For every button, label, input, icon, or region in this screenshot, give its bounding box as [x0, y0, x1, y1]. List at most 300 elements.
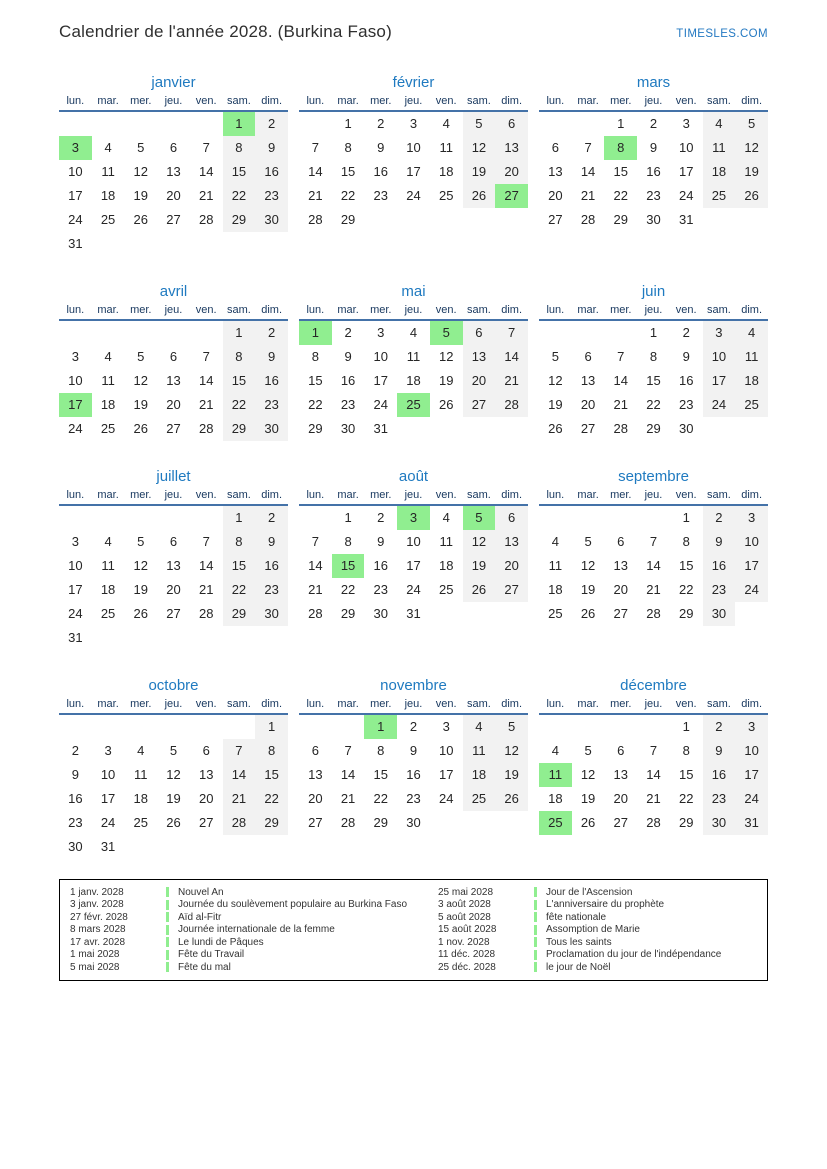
day-cell: 16: [255, 160, 288, 184]
day-cell: 20: [198, 791, 214, 806]
day-cell: 27: [495, 184, 528, 208]
legend-row: [438, 899, 767, 912]
weekday-label: mar.: [97, 304, 119, 316]
day-cell: 14: [198, 373, 214, 388]
day-cell: 4: [104, 349, 112, 364]
day-cell: 27: [166, 421, 181, 436]
day-cell: 24: [406, 188, 421, 203]
day-cell: 12: [133, 164, 149, 179]
day-cell: 27: [166, 212, 181, 227]
day-cell: 31: [68, 236, 83, 251]
day-cell: 8: [682, 743, 690, 758]
day-cell: 9: [703, 530, 736, 554]
legend-date: 15 août 2028: [438, 924, 497, 936]
month-title: février: [392, 74, 435, 91]
day-cell: 22: [373, 791, 389, 806]
day-cell: 24: [735, 787, 768, 811]
day-cell: 26: [133, 421, 149, 436]
day-cell: 21: [308, 188, 323, 203]
day-cell: 27: [495, 578, 528, 602]
legend-label: le jour de Noël: [546, 961, 611, 973]
day-cell: 12: [735, 136, 768, 160]
holiday-marker-icon: [166, 912, 169, 922]
day-cell: 27: [166, 606, 181, 621]
legend-row: [438, 924, 767, 937]
day-cell: 3: [377, 325, 385, 340]
day-cell: 29: [373, 815, 389, 830]
day-cell: 23: [255, 393, 288, 417]
day-cell-empty: [157, 321, 190, 345]
day-cell: 18: [100, 188, 116, 203]
weekday-label: mer.: [610, 304, 632, 316]
day-cell: 15: [678, 558, 694, 573]
day-cell: 26: [580, 815, 596, 830]
day-cell: 28: [646, 815, 661, 830]
day-cell: 20: [495, 160, 528, 184]
month-days: [299, 112, 528, 232]
weekday-label: dim.: [261, 304, 283, 316]
day-cell: 27: [308, 815, 323, 830]
legend-row: [438, 936, 767, 949]
legend-label: L'anniversaire du prophète: [546, 899, 665, 911]
weekday-label: dim.: [501, 95, 523, 107]
weekday-label: sam.: [227, 304, 251, 316]
day-cell: 2: [255, 321, 288, 345]
day-cell: 19: [495, 763, 528, 787]
weekday-label: jeu.: [404, 489, 423, 501]
weekday-label: ven.: [195, 95, 217, 107]
weekday-label: lun.: [306, 489, 325, 501]
day-cell: 21: [198, 397, 214, 412]
day-cell: 4: [463, 715, 496, 739]
day-cell: 24: [68, 421, 83, 436]
holiday-marker-icon: [166, 937, 169, 947]
day-cell-empty: [572, 715, 605, 739]
weekday-label: ven.: [435, 489, 457, 501]
month-mars: [539, 73, 768, 232]
day-cell: 7: [202, 140, 210, 155]
day-cell: 11: [134, 767, 148, 782]
weekday-label: lun.: [546, 304, 565, 316]
day-cell: 19: [166, 791, 181, 806]
day-cell: 30: [255, 417, 288, 441]
day-cell: 19: [463, 554, 496, 578]
weekday-label: sam.: [467, 304, 491, 316]
day-cell: 5: [137, 534, 145, 549]
day-cell-empty: [299, 715, 332, 739]
day-cell: 13: [548, 164, 563, 179]
day-cell: 18: [735, 369, 768, 393]
day-cell-empty: [92, 112, 125, 136]
weekday-label: jeu.: [644, 489, 663, 501]
weekday-label: dim.: [501, 304, 523, 316]
day-cell: 10: [703, 345, 736, 369]
day-cell: 20: [495, 554, 528, 578]
day-cell-empty: [332, 715, 365, 739]
day-cell: 5: [137, 349, 145, 364]
weekday-label: jeu.: [644, 304, 663, 316]
day-cell: 29: [223, 602, 256, 626]
day-cell: 22: [223, 578, 256, 602]
day-cell: 18: [703, 160, 736, 184]
day-cell: 16: [678, 373, 694, 388]
day-cell-empty: [539, 506, 572, 530]
day-cell: 29: [678, 606, 694, 621]
weekday-label: dim.: [501, 698, 523, 710]
day-cell: 13: [495, 530, 528, 554]
day-cell: 30: [255, 602, 288, 626]
weekday-label: sam.: [227, 698, 251, 710]
legend-label: Assomption de Marie: [546, 924, 640, 936]
day-cell-empty: [124, 321, 157, 345]
weekday-label: sam.: [467, 489, 491, 501]
weekday-label: jeu.: [404, 698, 423, 710]
day-cell: 8: [344, 534, 352, 549]
day-cell: 3: [59, 136, 92, 160]
day-cell-empty: [539, 715, 572, 739]
day-cell: 16: [255, 554, 288, 578]
day-cell: 27: [613, 606, 629, 621]
day-cell: 12: [495, 739, 528, 763]
weekday-label: mar.: [337, 304, 359, 316]
legend-date: 5 août 2028: [438, 911, 491, 923]
day-cell: 5: [584, 743, 592, 758]
day-cell: 15: [340, 164, 356, 179]
weekday-label: lun.: [546, 95, 565, 107]
day-cell: 31: [406, 606, 421, 621]
day-cell: 5: [463, 506, 496, 530]
day-cell: 18: [548, 582, 563, 597]
day-cell: 23: [373, 582, 389, 597]
day-cell: 24: [100, 815, 116, 830]
month-title: avril: [159, 283, 188, 300]
weekday-header: [299, 698, 528, 715]
day-cell: 29: [613, 212, 629, 227]
day-cell: 26: [463, 184, 496, 208]
day-cell: 26: [735, 184, 768, 208]
day-cell: 9: [255, 345, 288, 369]
day-cell: 2: [71, 743, 79, 758]
weekday-label: lun.: [546, 489, 565, 501]
day-cell: 2: [703, 715, 736, 739]
legend-row: [438, 949, 767, 962]
day-cell: 15: [223, 369, 256, 393]
holiday-marker-icon: [166, 887, 169, 897]
day-cell: 22: [340, 582, 356, 597]
day-cell: 5: [169, 743, 178, 758]
day-cell: 16: [703, 763, 736, 787]
day-cell: 24: [406, 582, 421, 597]
day-cell: 7: [202, 534, 210, 549]
legend-date: 25 déc. 2028: [438, 961, 496, 973]
holiday-marker-icon: [534, 950, 537, 960]
day-cell: 11: [463, 739, 496, 763]
day-cell: 15: [308, 373, 323, 388]
day-cell: 23: [255, 578, 288, 602]
day-cell: 20: [308, 791, 323, 806]
day-cell: 24: [373, 397, 389, 412]
holiday-marker-icon: [534, 962, 537, 972]
day-cell: 9: [409, 743, 418, 758]
day-cell: 14: [613, 373, 629, 388]
day-cell-empty: [59, 506, 92, 530]
weekday-label: dim.: [741, 95, 763, 107]
day-cell: 14: [198, 164, 214, 179]
site-link[interactable]: TIMESLES.COM: [676, 28, 768, 40]
legend-row: [70, 911, 438, 924]
weekday-label: mer.: [370, 489, 392, 501]
day-cell: 13: [166, 164, 181, 179]
weekday-label: sam.: [227, 95, 251, 107]
day-cell: 10: [373, 349, 389, 364]
month-title: août: [398, 468, 429, 485]
legend-row: [438, 911, 767, 924]
day-cell: 19: [548, 397, 563, 412]
day-cell: 15: [373, 767, 389, 782]
day-cell: 20: [613, 582, 629, 597]
day-cell: 19: [580, 582, 596, 597]
legend-label: Journée internationale de la femme: [178, 924, 335, 936]
day-cell: 26: [166, 815, 181, 830]
day-cell: 28: [495, 393, 528, 417]
day-cell: 3: [682, 116, 690, 131]
day-cell: 4: [104, 140, 112, 155]
day-cell: 16: [703, 554, 736, 578]
day-cell: 15: [332, 554, 365, 578]
day-cell-empty: [92, 321, 125, 345]
day-cell: 15: [223, 160, 256, 184]
day-cell: 8: [255, 739, 288, 763]
day-cell: 15: [678, 767, 694, 782]
day-cell: 9: [344, 349, 352, 364]
day-cell: 12: [580, 558, 596, 573]
weekday-label: ven.: [195, 304, 217, 316]
day-cell: 16: [255, 369, 288, 393]
day-cell: 7: [311, 140, 319, 155]
day-cell: 22: [646, 397, 661, 412]
day-cell: 21: [308, 582, 323, 597]
day-cell: 28: [646, 606, 661, 621]
day-cell: 14: [308, 558, 323, 573]
day-cell: 28: [198, 606, 214, 621]
day-cell: 19: [463, 160, 496, 184]
month-mai: [299, 282, 528, 441]
day-cell: 13: [198, 767, 214, 782]
day-cell: 7: [311, 534, 319, 549]
day-cell: 19: [133, 188, 149, 203]
day-cell: 3: [397, 506, 430, 530]
month-title: octobre: [148, 677, 199, 694]
day-cell: 27: [463, 393, 496, 417]
holiday-marker-icon: [534, 925, 537, 935]
day-cell: 26: [548, 421, 563, 436]
month-days: [59, 506, 288, 650]
day-cell: 26: [133, 212, 149, 227]
day-cell-empty: [604, 715, 637, 739]
day-cell-empty: [637, 506, 670, 530]
weekday-label: mar.: [577, 95, 599, 107]
day-cell: 7: [649, 743, 658, 758]
day-cell: 11: [101, 558, 115, 573]
weekday-label: dim.: [261, 489, 283, 501]
day-cell-empty: [157, 715, 190, 739]
day-cell: 22: [223, 184, 256, 208]
day-cell: 21: [340, 791, 356, 806]
day-cell: 24: [735, 578, 768, 602]
day-cell: 4: [409, 325, 418, 340]
day-cell-empty: [539, 321, 572, 345]
day-cell: 6: [495, 506, 528, 530]
day-cell: 30: [255, 208, 288, 232]
day-cell: 28: [223, 811, 256, 835]
month-août: [299, 467, 528, 626]
weekday-label: lun.: [546, 698, 565, 710]
weekday-header: [299, 304, 528, 321]
day-cell: 22: [678, 791, 694, 806]
weekday-label: mer.: [130, 95, 152, 107]
day-cell: 11: [703, 136, 736, 160]
day-cell: 8: [223, 530, 256, 554]
day-cell: 9: [682, 349, 690, 364]
day-cell: 6: [169, 534, 178, 549]
day-cell: 10: [100, 767, 116, 782]
day-cell: 8: [682, 534, 690, 549]
day-cell: 26: [495, 787, 528, 811]
weekday-label: mer.: [610, 489, 632, 501]
day-cell: 18: [100, 397, 116, 412]
day-cell: 2: [344, 325, 352, 340]
day-cell: 1: [649, 325, 658, 340]
day-cell: 28: [340, 815, 356, 830]
day-cell: 29: [340, 606, 356, 621]
day-cell: 28: [613, 421, 629, 436]
day-cell: 19: [133, 582, 149, 597]
day-cell: 17: [100, 791, 116, 806]
day-cell: 7: [649, 534, 658, 549]
day-cell: 25: [100, 212, 116, 227]
legend-row: [70, 886, 438, 899]
weekday-header: [299, 95, 528, 112]
day-cell: 6: [311, 743, 319, 758]
day-cell: 21: [495, 369, 528, 393]
day-cell: 28: [580, 212, 596, 227]
day-cell: 26: [580, 606, 596, 621]
weekday-label: mar.: [97, 489, 119, 501]
day-cell-empty: [190, 506, 223, 530]
legend-date: 3 août 2028: [438, 899, 491, 911]
day-cell: 17: [703, 369, 736, 393]
weekday-header: [539, 489, 768, 506]
day-cell: 21: [646, 582, 661, 597]
legend-row: [70, 961, 438, 974]
day-cell: 30: [68, 839, 83, 854]
day-cell: 8: [604, 136, 637, 160]
weekday-label: mer.: [130, 304, 152, 316]
weekday-header: [59, 698, 288, 715]
day-cell: 28: [308, 212, 323, 227]
day-cell: 2: [409, 719, 418, 734]
day-cell: 5: [137, 140, 145, 155]
day-cell: 29: [223, 208, 256, 232]
day-cell: 4: [442, 116, 450, 131]
day-cell: 14: [198, 558, 214, 573]
legend-label: fête nationale: [546, 911, 607, 923]
day-cell: 13: [580, 373, 596, 388]
legend-label: Jour de l'Ascension: [546, 886, 633, 898]
weekday-label: lun.: [66, 489, 85, 501]
legend-col-left: [70, 886, 438, 974]
weekday-label: mer.: [130, 698, 152, 710]
day-cell: 13: [166, 373, 181, 388]
day-cell: 1: [682, 510, 690, 525]
day-cell: 13: [613, 558, 629, 573]
holiday-marker-icon: [534, 937, 537, 947]
day-cell-empty: [124, 715, 157, 739]
day-cell: 20: [166, 582, 181, 597]
day-cell: 30: [646, 212, 661, 227]
day-cell-empty: [124, 112, 157, 136]
month-days: [299, 321, 528, 441]
legend-label: Le lundi de Pâques: [178, 936, 264, 948]
day-cell: 12: [166, 767, 181, 782]
day-cell: 11: [539, 763, 572, 787]
day-cell-empty: [190, 112, 223, 136]
weekday-label: dim.: [261, 698, 283, 710]
day-cell: 3: [409, 116, 418, 131]
day-cell: 5: [463, 112, 496, 136]
month-days: [59, 112, 288, 256]
day-cell: 6: [169, 140, 178, 155]
day-cell: 6: [551, 140, 559, 155]
day-cell-empty: [572, 506, 605, 530]
day-cell: 11: [406, 349, 421, 364]
month-novembre: [299, 676, 528, 835]
day-cell: 10: [68, 373, 83, 388]
day-cell-empty: [604, 321, 637, 345]
month-title: mars: [636, 74, 671, 91]
month-title: décembre: [620, 677, 687, 694]
day-cell: 17: [735, 763, 768, 787]
weekday-label: mar.: [97, 95, 119, 107]
day-cell: 7: [223, 739, 256, 763]
day-cell-empty: [59, 715, 92, 739]
day-cell: 6: [617, 534, 625, 549]
day-cell: 15: [255, 763, 288, 787]
day-cell-empty: [59, 321, 92, 345]
weekday-label: mer.: [610, 698, 632, 710]
legend-row: [438, 961, 767, 974]
weekday-label: lun.: [306, 95, 325, 107]
day-cell: 27: [198, 815, 214, 830]
day-cell: 18: [133, 791, 149, 806]
month-avril: [59, 282, 288, 441]
day-cell: 17: [735, 554, 768, 578]
day-cell: 4: [551, 743, 559, 758]
day-cell: 10: [68, 558, 83, 573]
day-cell: 3: [735, 506, 768, 530]
weekday-label: sam.: [467, 95, 491, 107]
day-cell: 23: [703, 578, 736, 602]
legend-date: 5 mai 2028: [70, 961, 120, 973]
day-cell: 30: [678, 421, 694, 436]
day-cell: 6: [169, 349, 178, 364]
weekday-label: mer.: [370, 304, 392, 316]
weekday-label: dim.: [261, 95, 283, 107]
day-cell: 25: [100, 421, 116, 436]
day-cell: 29: [223, 417, 256, 441]
day-cell: 6: [202, 743, 210, 758]
day-cell: 10: [678, 140, 694, 155]
